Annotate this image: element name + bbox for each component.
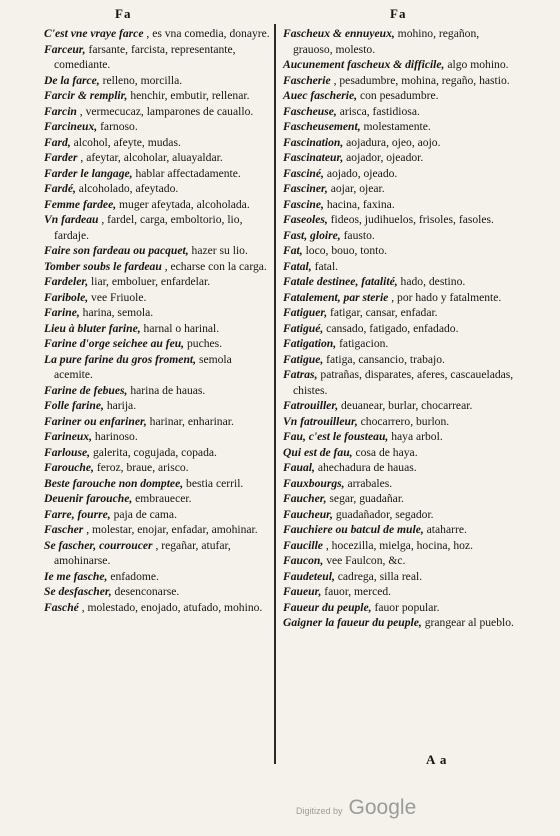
entry-translation: algo mohino. — [447, 58, 509, 71]
entry-headword: Fascinateur, — [283, 151, 344, 164]
entry-translation: , regañar, atufar, amohinarse. — [54, 538, 231, 567]
entry-headword: Fasché — [44, 600, 79, 614]
dictionary-entry — [283, 336, 516, 352]
dictionary-entry — [44, 88, 270, 104]
running-header-right: Fa — [390, 6, 407, 21]
entry-translation: alcohol, afeyte, mudas. — [73, 135, 181, 149]
entry-headword: Se desfascher, — [44, 585, 112, 598]
entry-headword: Fatras, — [283, 368, 318, 381]
dictionary-entry — [44, 26, 270, 42]
dictionary-entry — [283, 243, 516, 259]
entry-headword: Farcineux, — [44, 120, 98, 133]
entry-headword: De la farce, — [44, 73, 100, 87]
entry-headword: Fau, c'est le fousteau, — [283, 430, 389, 443]
dictionary-entry — [283, 367, 516, 398]
entry-translation: fatigacion. — [339, 337, 389, 350]
entry-translation: haya arbol. — [391, 430, 443, 443]
entry-headword: Fascheux & ennuyeux, — [283, 27, 395, 40]
dictionary-entry — [44, 336, 270, 352]
entry-headword: Farine de febues, — [44, 383, 128, 397]
entry-translation: , molestado, enojado, atufado, mohino. — [81, 600, 263, 614]
entry-translation: fatigar, cansar, enfadar. — [330, 306, 438, 319]
entry-headword: Faueur, — [283, 585, 322, 598]
entry-headword: Faucher, — [283, 492, 327, 505]
entry-headword: Farcir & remplir, — [44, 89, 128, 102]
running-header-left: Fa — [115, 6, 132, 21]
dictionary-entry — [283, 429, 516, 445]
dictionary-entry — [283, 88, 516, 104]
dictionary-entry — [283, 538, 516, 554]
entry-translation: segar, guadañar. — [329, 492, 404, 505]
entry-translation: , molestar, enojar, enfadar, amohinar. — [86, 523, 258, 536]
entry-headword: Faucheur, — [283, 507, 333, 521]
entry-translation: muger afeytada, alcoholada. — [119, 197, 250, 211]
right-column — [283, 26, 516, 631]
dictionary-entry — [44, 212, 270, 243]
entry-translation: , es vna comedia, donayre. — [146, 27, 270, 40]
entry-headword: Fatrouiller, — [283, 399, 339, 412]
dictionary-entry — [44, 135, 270, 151]
entry-headword: Fat, — [283, 244, 303, 257]
entry-headword: Ie me fasche, — [44, 569, 108, 583]
dictionary-entry — [44, 460, 270, 476]
column-divider — [274, 24, 276, 764]
entry-headword: Fauchiere ou batcul de mule, — [283, 523, 424, 536]
entry-translation: liar, emboluer, enfardelar. — [91, 275, 211, 288]
entry-translation: chocarrero, burlon. — [360, 414, 450, 428]
entry-headword: Fard, — [44, 135, 71, 149]
entry-headword: Qui est de fau, — [283, 445, 353, 459]
dictionary-entry — [44, 414, 270, 430]
entry-headword: Deuenir farouche, — [44, 492, 133, 505]
entry-translation: fideos, judihuelos, frisoles, fasoles. — [330, 213, 494, 226]
entry-headword: Faire son fardeau ou pacquet, — [44, 244, 189, 257]
dictionary-entry — [44, 398, 270, 414]
dictionary-entry — [283, 569, 516, 585]
entry-headword: Gaigner la faueur du peuple, — [283, 616, 422, 629]
entry-translation: fatiga, cansancio, trabajo. — [326, 352, 445, 366]
entry-headword: Vn fardeau — [44, 213, 99, 226]
dictionary-entry — [44, 181, 270, 197]
dictionary-entry — [283, 73, 516, 89]
dictionary-entry — [44, 476, 270, 492]
dictionary-entry — [283, 476, 516, 492]
entry-translation: hacina, faxina. — [326, 197, 395, 211]
entry-translation: fauor, merced. — [324, 585, 392, 598]
dictionary-entry — [44, 569, 270, 585]
entry-translation: , pesadumbre, mohina, regaño, hastio. — [333, 73, 510, 87]
entry-headword: Lieu à bluter farine, — [44, 321, 141, 335]
entry-translation: aojado, ojeado. — [326, 166, 398, 180]
entry-headword: Fascheuse, — [283, 104, 337, 118]
entry-translation: vee Faulcon, &c. — [326, 554, 406, 567]
entry-headword: Fauxbourgs, — [283, 476, 345, 490]
entry-translation: fatal. — [314, 259, 339, 273]
dictionary-entry — [283, 150, 516, 166]
entry-translation: fausto. — [343, 228, 375, 242]
entry-translation: henchir, embutir, rellenar. — [130, 89, 250, 102]
entry-headword: Farre, fourre, — [44, 507, 111, 521]
dictionary-entry — [44, 290, 270, 306]
dictionary-entry — [283, 274, 516, 290]
entry-headword: Fast, gloire, — [283, 228, 341, 242]
dictionary-entry — [283, 460, 516, 476]
entry-headword: Faucon, — [283, 554, 324, 567]
entry-translation: farnoso. — [100, 120, 138, 133]
entry-headword: Farder le langage, — [44, 166, 133, 180]
entry-translation: desenconarse. — [114, 585, 180, 598]
entry-headword: Farouche, — [44, 461, 94, 474]
dictionary-entry — [283, 615, 516, 631]
dictionary-entry — [44, 243, 270, 259]
entry-headword: Farine d'orge seichee au feu, — [44, 337, 185, 350]
dictionary-entry — [283, 398, 516, 414]
catchword: A a — [426, 752, 448, 767]
entry-headword: Fascherie — [283, 73, 331, 87]
dictionary-entry — [44, 119, 270, 135]
dictionary-entry — [44, 584, 270, 600]
entry-translation: , fardel, carga, emboltorio, lio, fardaje. — [54, 213, 243, 242]
entry-headword: Fatalement, par sterie — [283, 290, 389, 304]
dictionary-entry — [283, 26, 516, 57]
watermark-prefix: Digitized by — [296, 806, 343, 816]
entry-translation: hado, destino. — [400, 275, 466, 288]
entry-translation: hazer su lio. — [191, 244, 248, 257]
entry-translation: cansado, fatigado, enfadado. — [326, 321, 459, 335]
entry-headword: Fatiguer, — [283, 306, 328, 319]
entry-translation: guadañador, segador. — [335, 507, 434, 521]
entry-translation: harnal o harinal. — [143, 321, 220, 335]
entry-translation: patrañas, disparates, aferes, cascaueladas, chistes. — [293, 368, 514, 397]
dictionary-entry — [44, 429, 270, 445]
entry-headword: Fascination, — [283, 135, 344, 149]
dictionary-entry — [44, 42, 270, 73]
dictionary-entry — [283, 212, 516, 228]
dictionary-entry — [283, 135, 516, 151]
dictionary-entry — [283, 104, 516, 120]
entry-headword: La pure farine du gros froment, — [44, 352, 197, 366]
entry-headword: Fatale destinee, fatalité, — [283, 275, 398, 288]
entry-headword: Farine, — [44, 306, 80, 319]
entry-headword: Vn fatrouilleur, — [283, 414, 358, 428]
entry-translation: , echarse con la carga. — [164, 259, 267, 273]
entry-headword: C'est vne vraye farce — [44, 27, 144, 40]
entry-headword: Se fascher, courroucer — [44, 538, 153, 552]
entry-translation: enfadome. — [110, 569, 159, 583]
entry-translation: aojadura, ojeo, aojo. — [346, 135, 441, 149]
dictionary-entry — [44, 197, 270, 213]
entry-translation: harina de hauas. — [130, 383, 206, 397]
entry-headword: Fatal, — [283, 259, 312, 273]
entry-headword: Faual, — [283, 461, 315, 474]
entry-headword: Faribole, — [44, 290, 89, 304]
entry-headword: Femme fardee, — [44, 197, 117, 211]
dictionary-entry — [44, 507, 270, 523]
entry-headword: Fardé, — [44, 182, 76, 195]
dictionary-entry — [283, 553, 516, 569]
dictionary-entry — [283, 166, 516, 182]
entry-translation: farsante, farcista, representante, comediante. — [54, 42, 236, 71]
dictionary-entry — [283, 119, 516, 135]
entry-headword: Fascher — [44, 523, 84, 536]
dictionary-entry — [44, 150, 270, 166]
entry-translation: ahechadura de hauas. — [317, 461, 417, 474]
entry-headword: Fasciner, — [283, 182, 328, 195]
entry-translation: grangear al pueblo. — [424, 616, 514, 629]
dictionary-entry — [283, 445, 516, 461]
entry-translation: feroz, braue, arisco. — [96, 461, 189, 474]
entry-headword: Faucille — [283, 538, 323, 552]
entry-headword: Farder — [44, 151, 78, 164]
entry-headword: Faudeteul, — [283, 569, 335, 583]
entry-headword: Folle farine, — [44, 399, 104, 412]
dictionary-entry — [44, 383, 270, 399]
dictionary-entry — [283, 197, 516, 213]
entry-headword: Fascheusement, — [283, 120, 361, 133]
google-watermark — [296, 796, 416, 820]
entry-headword: Auec fascherie, — [283, 89, 358, 102]
dictionary-entry — [283, 57, 516, 73]
entry-translation: , hocezilla, mielga, hocina, hoz. — [325, 538, 473, 552]
entry-translation: embrauecer. — [135, 492, 192, 505]
dictionary-entry — [283, 228, 516, 244]
entry-translation: aojar, ojear. — [330, 182, 385, 195]
entry-headword: Fatigue, — [283, 352, 324, 366]
entry-translation: aojador, ojeador. — [346, 151, 424, 164]
watermark-brand: Google — [348, 796, 417, 819]
entry-translation: arisca, fastidiosa. — [339, 104, 420, 118]
entry-translation: hablar affectadamente. — [135, 166, 241, 180]
entry-headword: Faueur du peuple, — [283, 600, 372, 614]
dictionary-entry — [44, 73, 270, 89]
entry-translation: molestamente. — [363, 120, 431, 133]
dictionary-entry — [44, 104, 270, 120]
dictionary-entry — [44, 274, 270, 290]
dictionary-entry — [283, 491, 516, 507]
entry-headword: Farineux, — [44, 430, 92, 443]
left-column — [44, 26, 270, 615]
entry-translation: fauor popular. — [374, 600, 440, 614]
dictionary-entry — [283, 259, 516, 275]
entry-translation: loco, bouo, tonto. — [305, 244, 388, 257]
dictionary-entry — [44, 305, 270, 321]
entry-headword: Fardeler, — [44, 275, 89, 288]
entry-translation: puches. — [187, 337, 223, 350]
entry-translation: galerita, cogujada, copada. — [92, 445, 217, 459]
dictionary-entry — [283, 181, 516, 197]
dictionary-entry — [283, 305, 516, 321]
entry-headword: Fasciné, — [283, 166, 324, 180]
entry-translation: harinoso. — [94, 430, 138, 443]
entry-headword: Faseoles, — [283, 213, 328, 226]
dictionary-entry — [44, 538, 270, 569]
entry-translation: con pesadumbre. — [359, 89, 439, 102]
entry-translation: , vermecucaz, lamparones de cauallo. — [79, 104, 254, 118]
entry-translation: , afeytar, alcoholar, aluayaldar. — [80, 151, 223, 164]
dictionary-entry — [44, 600, 270, 616]
entry-translation: relleno, morcilla. — [102, 73, 183, 87]
entry-translation: semola acemite. — [54, 352, 232, 381]
entry-headword: Farceur, — [44, 42, 86, 56]
dictionary-entry — [283, 290, 516, 306]
dictionary-entry — [283, 507, 516, 523]
dictionary-entry — [44, 445, 270, 461]
dictionary-entry — [44, 259, 270, 275]
entry-translation: cadrega, silla real. — [337, 569, 423, 583]
dictionary-entry — [44, 166, 270, 182]
dictionary-entry — [44, 321, 270, 337]
entry-headword: Fatigation, — [283, 337, 337, 350]
entry-translation: deuanear, burlar, chocarrear. — [341, 399, 473, 412]
dictionary-entry — [283, 352, 516, 368]
dictionary-entry — [283, 321, 516, 337]
entry-translation: harina, semola. — [82, 306, 154, 319]
dictionary-entry — [283, 522, 516, 538]
entry-translation: vee Friuole. — [91, 290, 147, 304]
dictionary-entry — [283, 600, 516, 616]
entry-translation: ataharre. — [426, 523, 467, 536]
entry-headword: Beste farouche non domptee, — [44, 476, 184, 490]
entry-headword: Farlouse, — [44, 445, 91, 459]
entry-translation: arrabales. — [347, 476, 393, 490]
entry-translation: , por hado y fatalmente. — [391, 290, 502, 304]
dictionary-entry — [283, 584, 516, 600]
dictionary-entry — [44, 522, 270, 538]
entry-translation: harinar, enharinar. — [149, 414, 234, 428]
entry-translation: mohino, regañon, grauoso, molesto. — [293, 27, 480, 56]
entry-headword: Fariner ou enfariner, — [44, 414, 147, 428]
entry-translation: cosa de haya. — [355, 445, 418, 459]
entry-translation: alcoholado, afeytado. — [78, 182, 179, 195]
entry-headword: Tomber soubs le fardeau — [44, 259, 162, 273]
entry-translation: bestia cerril. — [186, 476, 244, 490]
entry-headword: Aucunement fascheux & difficile, — [283, 58, 445, 71]
dictionary-entry — [44, 352, 270, 383]
dictionary-entry — [44, 491, 270, 507]
dictionary-entry — [283, 414, 516, 430]
entry-headword: Fatigué, — [283, 321, 324, 335]
entry-translation: harija. — [106, 399, 137, 412]
entry-headword: Fascine, — [283, 197, 324, 211]
entry-headword: Farcin — [44, 104, 77, 118]
entry-translation: paja de cama. — [113, 507, 177, 521]
